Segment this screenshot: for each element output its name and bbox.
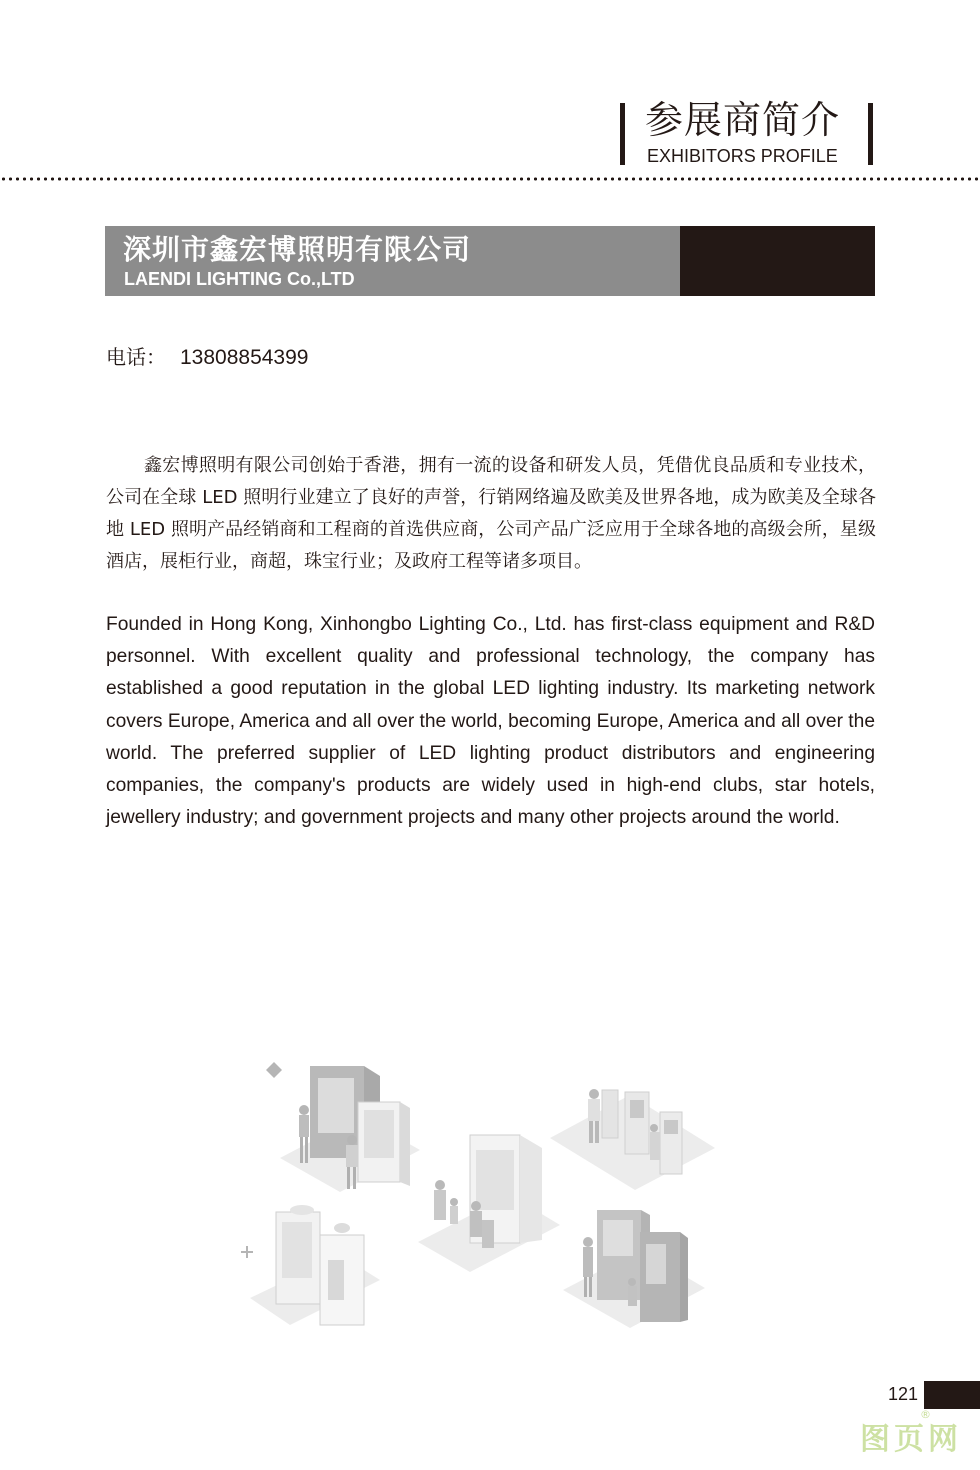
description-cn: 鑫宏博照明有限公司创始于香港，拥有一流的设备和研发人员，凭借优良品质和专业技术，公司在全球 LED 照明行业建立了良好的声誉，行销网络遍及欧美及世界各地，成为欧美及全球各地 LED 照明产品经销商和工程商的首选供应商，公司产品广泛应用于全球各地的高级会所，星级酒店，展柜行业，商超，珠宝行业；及政府工程等诸多项目。 xyxy=(106,455,876,572)
description-en: Founded in Hong Kong, Xinhongbo Lighting Co., Ltd. has first-class equipment and R&D personnel. With excellent quality and professional technology, the company has established a good reputation in the global LED lighting industry. Its marketing network covers Europe, America and all over the world, becoming Europe, America and all over the world. The preferred supplier of LED lighting product distributors and engineering companies, the company's products are widely used in high-end clubs, star hotels, jewellery industry; and government projects and many other projects around the world. xyxy=(106,614,875,829)
vending-machines-illustration xyxy=(230,1050,730,1360)
scene-kiosks xyxy=(550,1089,715,1190)
diamond-icon xyxy=(266,1062,282,1078)
phone-line xyxy=(106,343,308,372)
registered-mark: ® xyxy=(920,1408,931,1421)
header-bar-left xyxy=(620,103,625,165)
plus-icon xyxy=(241,1246,253,1258)
illustration-svg xyxy=(230,1050,730,1360)
header-bar-right xyxy=(868,103,873,165)
header-title-cn: 参展商简介 xyxy=(645,98,841,142)
scene-drink-machines xyxy=(563,1210,705,1328)
header-title-en: EXHIBITORS PROFILE xyxy=(647,146,838,166)
company-name-en: LAENDI LIGHTING Co.,LTD xyxy=(124,269,355,289)
page-tab-marker xyxy=(924,1381,980,1409)
scene-family-vending xyxy=(418,1135,560,1272)
company-name-cn: 深圳市鑫宏博照明有限公司 xyxy=(123,233,472,266)
watermark-logo: 图页网 xyxy=(860,1422,962,1457)
dotted-divider xyxy=(0,177,980,181)
page-number: 121 xyxy=(888,1384,919,1404)
company-title-band xyxy=(105,226,875,296)
phone-label: 电话： xyxy=(106,345,166,369)
scene-snack-machines xyxy=(280,1066,420,1192)
phone-number: 13808854399 xyxy=(180,346,309,369)
title-band-dark xyxy=(680,226,875,296)
scene-refrigerators xyxy=(250,1205,380,1325)
